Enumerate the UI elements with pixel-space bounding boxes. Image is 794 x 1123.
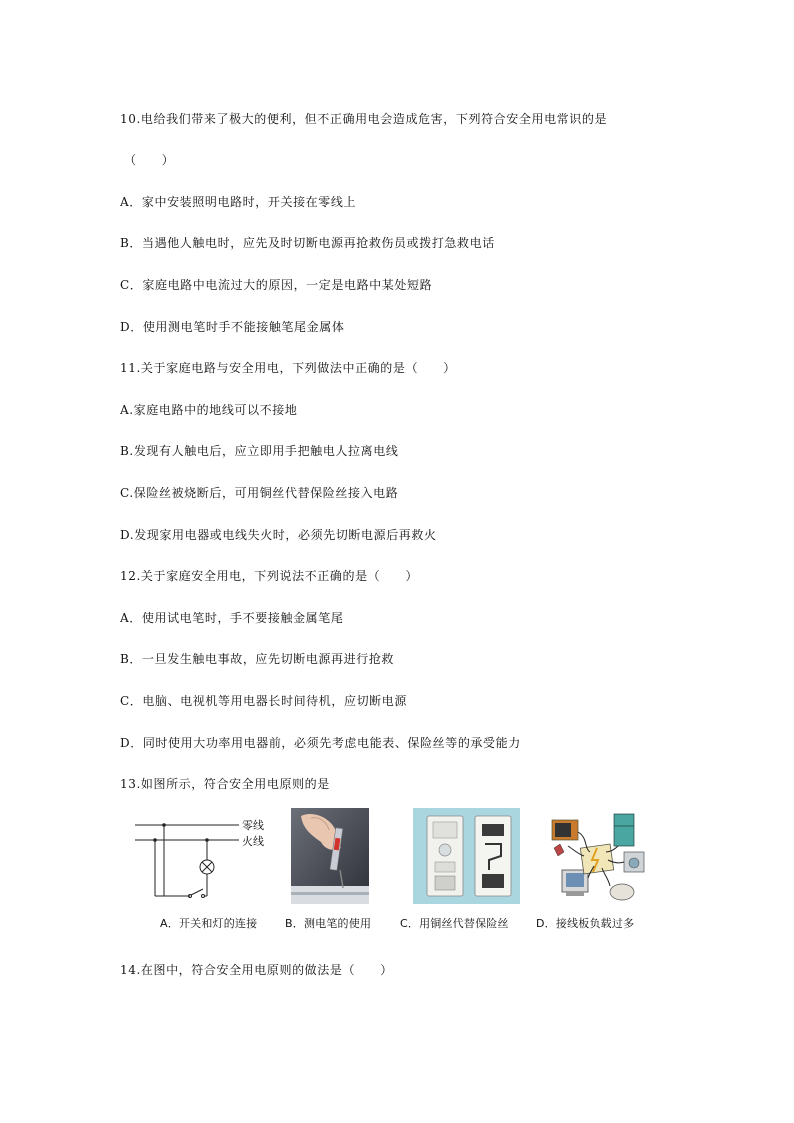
overloaded-power-strip-icon bbox=[548, 808, 648, 908]
question-12-stem: 12.关于家庭安全用电，下列说法不正确的是（ ） bbox=[120, 569, 419, 583]
figure-caption-d: D．接线板负载过多 bbox=[536, 917, 635, 930]
question-10-option-d: D．使用测电笔时手不能接触笔尾金属体 bbox=[120, 320, 345, 334]
question-11-option-b: B.发现有人触电后，应立即用手把触电人拉离电线 bbox=[120, 444, 399, 458]
fuse-box-icon bbox=[413, 808, 520, 904]
question-12-option-d: D．同时使用大功率用电器前，必须先考虑电能表、保险丝等的承受能力 bbox=[120, 736, 521, 750]
question-11-option-c: C.保险丝被烧断后，可用铜丝代替保险丝接入电路 bbox=[120, 486, 399, 500]
figure-caption-a: A．开关和灯的连接 bbox=[160, 917, 258, 930]
circuit-diagram bbox=[135, 808, 275, 908]
question-12-option-a: A．使用试电笔时，手不要接触金属笔尾 bbox=[120, 611, 344, 625]
figure-caption-c: C．用铜丝代替保险丝 bbox=[400, 917, 509, 930]
question-13-stem: 13.如图所示，符合安全用电原则的是 bbox=[120, 777, 330, 791]
question-14-stem: 14.在图中，符合安全用电原则的做法是（ ） bbox=[120, 963, 393, 977]
question-10-bracket: （ ） bbox=[124, 153, 175, 167]
live-wire-label: 火线 bbox=[242, 835, 264, 848]
neutral-wire-label: 零线 bbox=[242, 819, 264, 832]
question-11-option-d: D.发现家用电器或电线失火时，必须先切断电源后再救火 bbox=[120, 528, 437, 542]
question-10-option-c: C．家庭电路中电流过大的原因，一定是电路中某处短路 bbox=[120, 278, 433, 292]
fuse-box-photo bbox=[413, 808, 520, 904]
question-12-option-c: C．电脑、电视机等用电器长时间待机，应切断电源 bbox=[120, 694, 407, 708]
question-11-option-a: A.家庭电路中的地线可以不接地 bbox=[120, 403, 298, 417]
figure-caption-b: B．测电笔的使用 bbox=[285, 917, 372, 930]
question-10-stem: 10.电给我们带来了极大的便利，但不正确用电会造成危害，下列符合安全用电常识的是 bbox=[120, 112, 608, 126]
test-pen-photo bbox=[291, 808, 369, 904]
test-pen-hand-icon bbox=[291, 808, 369, 904]
question-12-option-b: B．一旦发生触电事故，应先切断电源再进行抢救 bbox=[120, 652, 395, 666]
overloaded-strip-illustration bbox=[548, 808, 648, 908]
question-10-option-a: A．家中安装照明电路时，开关接在零线上 bbox=[120, 195, 357, 209]
question-10-option-b: B．当遇他人触电时，应先及时切断电源再抢救伤员或拨打急救电话 bbox=[120, 236, 495, 250]
question-11-stem: 11.关于家庭电路与安全用电，下列做法中正确的是（ ） bbox=[120, 361, 456, 375]
